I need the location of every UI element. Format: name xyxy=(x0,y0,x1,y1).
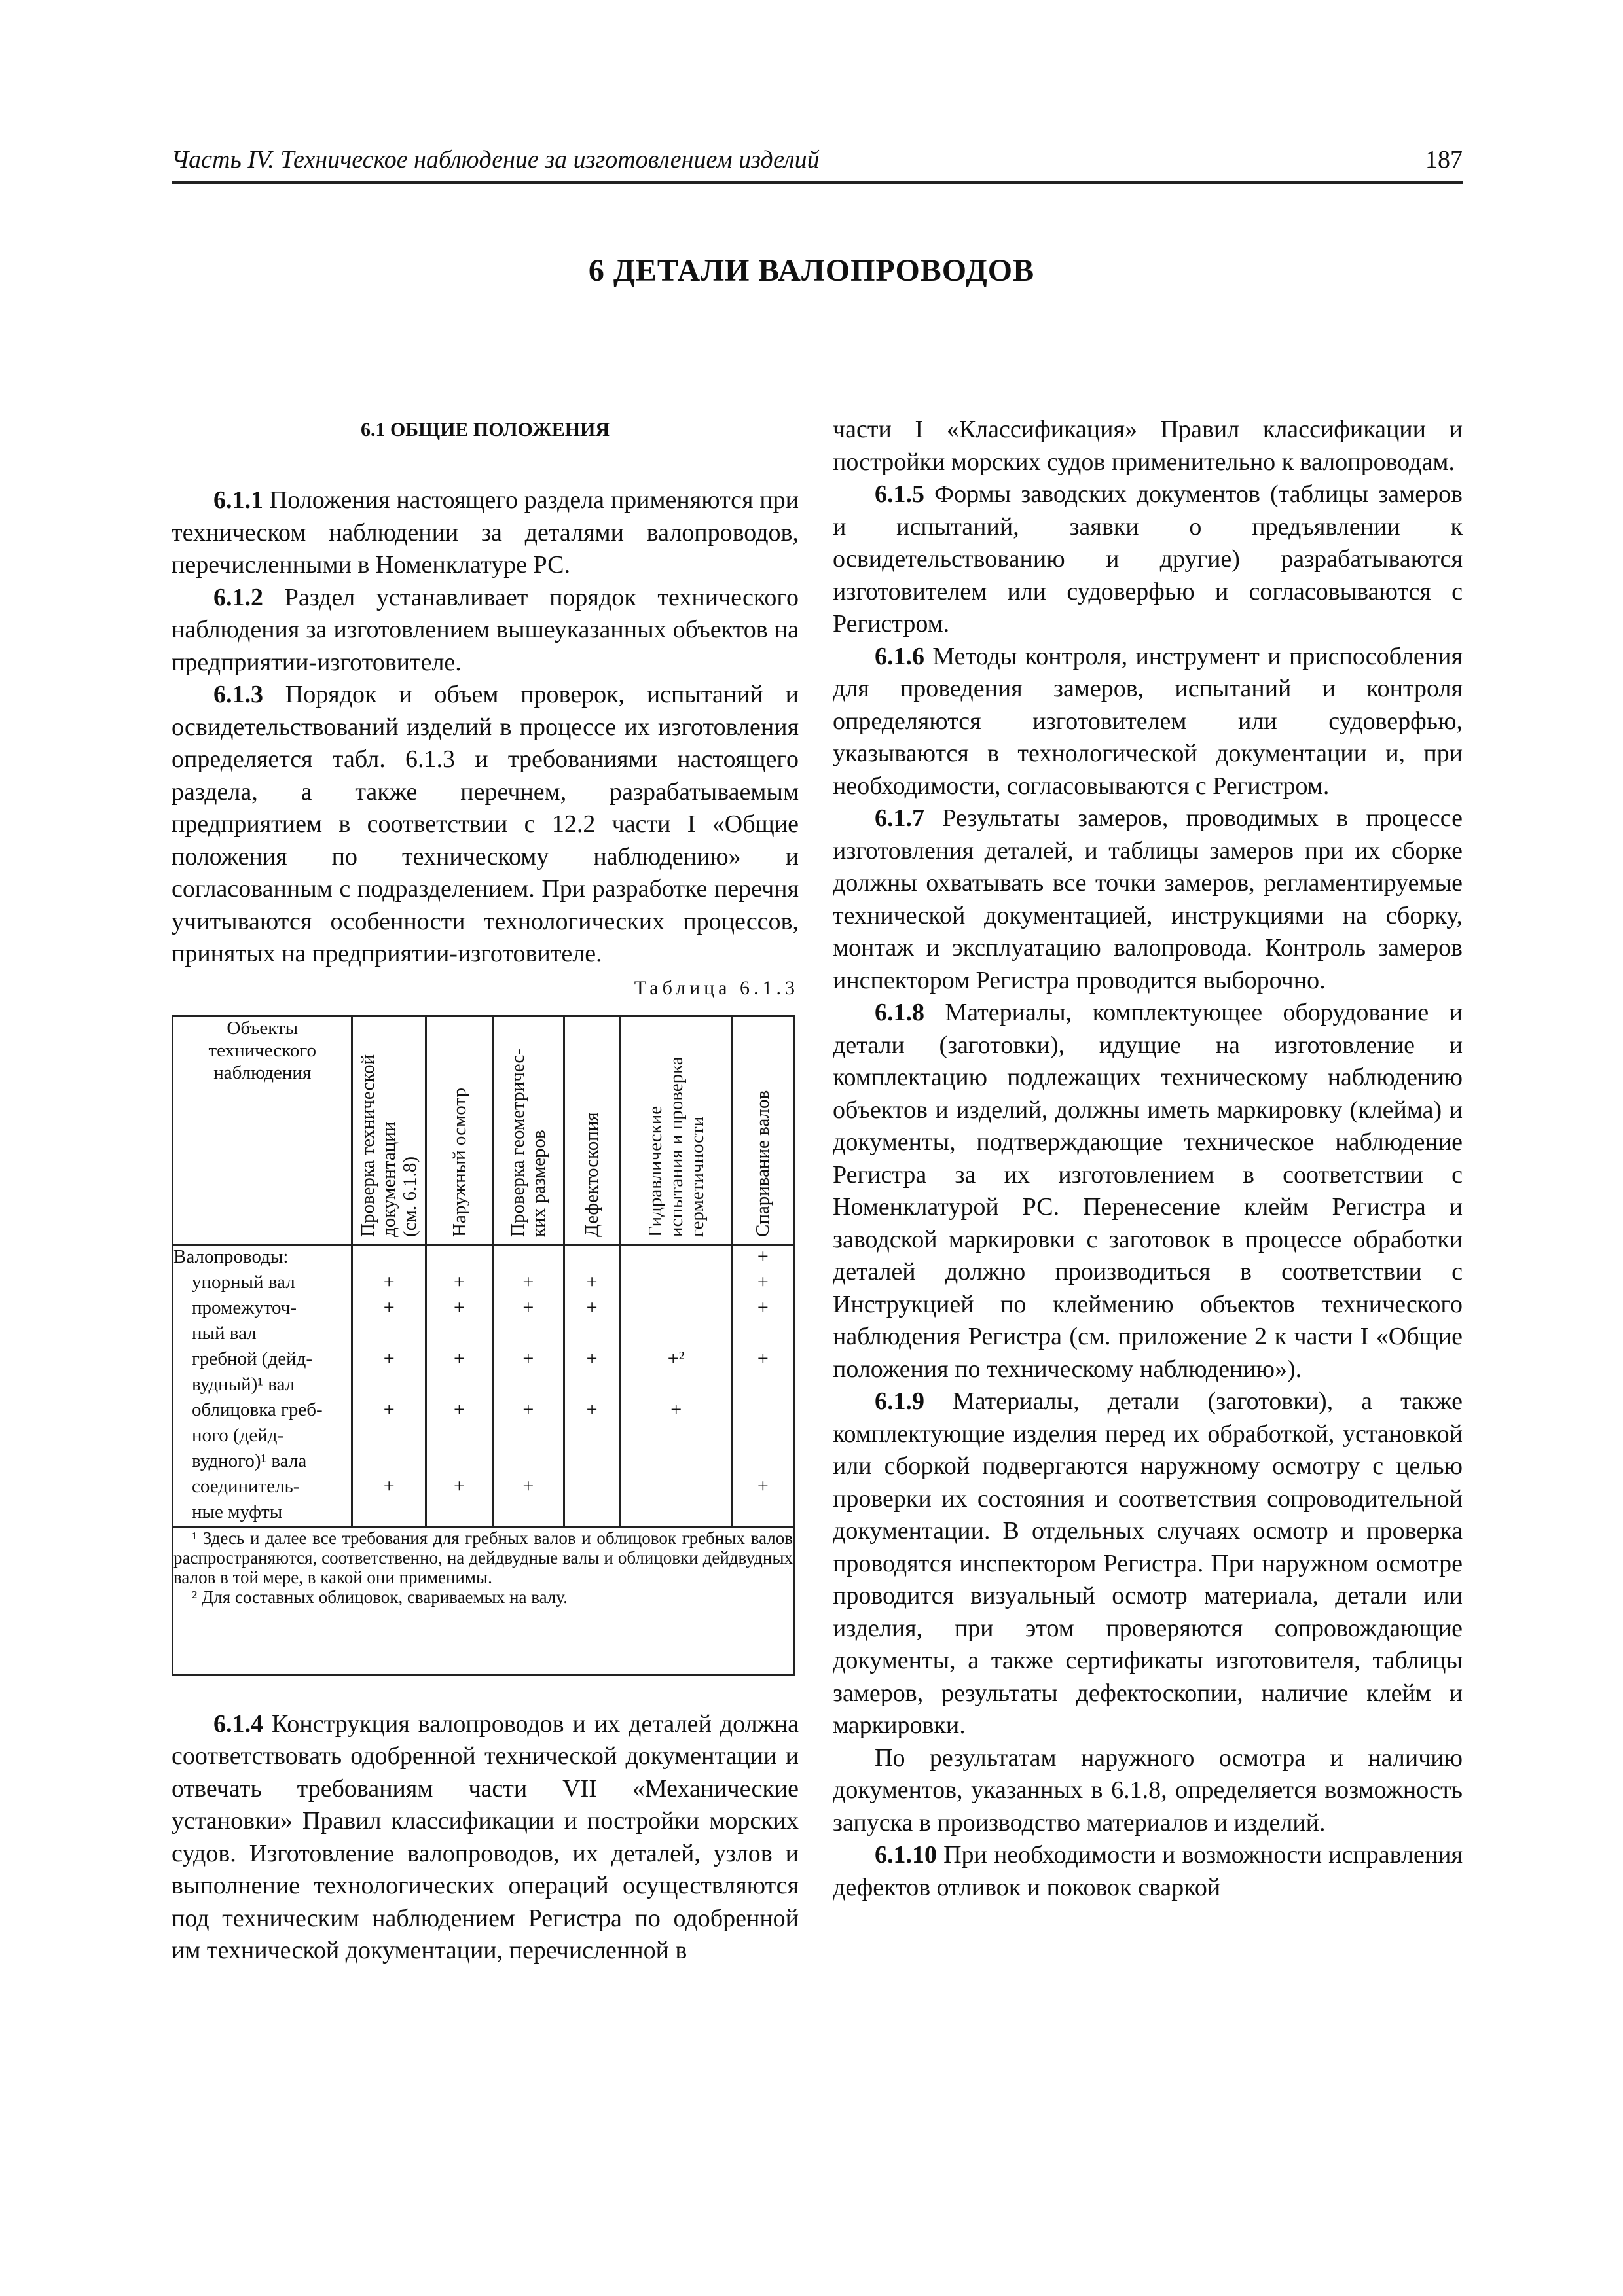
clause-number: 6.1.6 xyxy=(875,642,924,670)
table-footnote-row xyxy=(173,1527,794,1674)
table-mark xyxy=(494,1450,562,1475)
object-name-line: ный вал xyxy=(192,1322,257,1344)
table-mark xyxy=(733,1501,793,1526)
table-mark xyxy=(427,1450,492,1475)
table-mark xyxy=(621,1297,731,1322)
clause-number: 6.1.8 xyxy=(875,999,924,1026)
marks-column xyxy=(620,1244,732,1527)
paragraph-text: При необходимости и возможности исправления дефектов отливок и поковок сваркой xyxy=(833,1841,1463,1901)
paragraph-6-1-8 xyxy=(833,997,1463,1386)
left-column xyxy=(172,414,799,1967)
table-mark: + xyxy=(522,1347,534,1369)
table-mark: + xyxy=(586,1398,598,1420)
table-mark xyxy=(565,1246,619,1271)
table-mark xyxy=(494,1424,562,1450)
table-mark xyxy=(733,1424,793,1450)
table-mark: + xyxy=(586,1296,598,1318)
table-mark: + xyxy=(383,1270,395,1293)
table-mark xyxy=(494,1322,562,1348)
column-header xyxy=(493,1016,564,1244)
table-mark xyxy=(565,1450,619,1475)
table-mark: + xyxy=(670,1398,682,1420)
table-mark xyxy=(621,1373,731,1399)
objects-header: Объекты технического наблюдения xyxy=(173,1016,352,1244)
table-header-row xyxy=(173,1016,794,1244)
object-name-line: промежуточ- xyxy=(192,1297,297,1318)
object-name-line: вудный)¹ вал xyxy=(192,1373,295,1395)
table-mark: + xyxy=(383,1347,395,1369)
running-header xyxy=(172,145,1463,184)
table-mark xyxy=(621,1501,731,1526)
table-mark xyxy=(353,1501,424,1526)
table-mark: + xyxy=(454,1270,465,1293)
table-mark xyxy=(353,1246,424,1271)
table-mark xyxy=(353,1373,424,1399)
right-column xyxy=(833,414,1463,1904)
paragraph-6-1-2 xyxy=(172,582,799,679)
clause-number: 6.1.3 xyxy=(213,681,263,708)
table-mark xyxy=(494,1501,562,1526)
table-mark xyxy=(427,1373,492,1399)
table-mark xyxy=(565,1373,619,1399)
table-body-row xyxy=(173,1244,794,1527)
table-mark: + xyxy=(586,1270,598,1293)
section-heading: 6.1 ОБЩИЕ ПОЛОЖЕНИЯ xyxy=(360,419,610,440)
table-mark xyxy=(353,1450,424,1475)
object-name-line: гребной (дейд- xyxy=(192,1348,313,1369)
table-mark: + xyxy=(757,1270,769,1293)
paragraph-6-1-4-continued: части I «Классификация» Правил классификации и постройки морских судов применительно к валопроводам. xyxy=(833,416,1463,476)
table-mark: + xyxy=(757,1475,769,1497)
marks-column xyxy=(493,1244,564,1527)
table-mark: + xyxy=(522,1296,534,1318)
table-mark: + xyxy=(383,1398,395,1420)
table-caption: Таблица 6.1.3 xyxy=(634,977,799,999)
marks-column xyxy=(352,1244,426,1527)
table-mark: + xyxy=(454,1475,465,1497)
table-mark xyxy=(353,1322,424,1348)
clause-number: 6.1.1 xyxy=(213,486,263,514)
table-mark xyxy=(427,1424,492,1450)
column-header-text: Наружный осмотр xyxy=(448,1087,470,1237)
table-mark: + xyxy=(522,1475,534,1497)
table-mark xyxy=(427,1501,492,1526)
marks-column xyxy=(732,1244,793,1527)
column-header-text: Проверка геометричес- ких размеров xyxy=(507,1048,549,1237)
paragraph-6-1-7 xyxy=(833,802,1463,997)
table-mark xyxy=(621,1246,731,1271)
table-mark: + xyxy=(522,1398,534,1420)
column-header xyxy=(732,1016,793,1244)
object-name-line: облицовка греб- xyxy=(192,1399,323,1420)
table-mark: + xyxy=(454,1398,465,1420)
table-mark xyxy=(565,1475,619,1501)
paragraph-6-1-3 xyxy=(172,679,799,971)
table-mark xyxy=(733,1399,793,1424)
clause-number: 6.1.2 xyxy=(213,583,263,611)
paragraph-text: Конструкция валопроводов и их деталей должна соответствовать одобренной технической документации и отвечать требованиям части VII «Механические установки» Правил классификации и постройки морских судов. Изготовление валопроводов, их деталей, узлов и выполнение технологических операций осуществляются под техническим наблюдением Регистра по одобренной им технической документации, перечисленной в xyxy=(172,1710,799,1964)
table-mark xyxy=(353,1424,424,1450)
object-name-line: Валопроводы: xyxy=(173,1246,289,1267)
inspection-table xyxy=(172,1015,795,1676)
paragraph-text: Материалы, комплектующее оборудование и детали (заготовки), идущие на изготовление и комплектацию подлежащих техническому наблюдению объектов и изделий, должны иметь маркировку (клейма) и документы, подтверждающие техническое наблюдение Регистра за их изготовлением в соответствии с Номенклатурой РС. Перенесение клейм Регистра и заводской маркировки с заготовок в процессе обработки деталей должно производиться в соответствии с Инструкцией по клеймению объектов технического наблюдения Регистра (см. приложение 2 к части I «Общие положения по техническому наблюдению»). xyxy=(833,999,1463,1383)
table-mark xyxy=(733,1450,793,1475)
paragraph-text: Порядок и объем проверок, испытаний и освидетельствований изделий в процессе их изготовления определяется табл. 6.1.3 и требованиями настоящего раздела, а также перечнем, разрабатываемым предприятием в соответствии с 12.2 части I «Общие положения по техническому наблюдению» и согласованным с подразделением. При разработке перечня учитываются особенности технологических процессов, принятых на предприятии-изготовителе. xyxy=(172,681,799,967)
table-mark xyxy=(494,1246,562,1271)
table-mark xyxy=(427,1322,492,1348)
page-number: 187 xyxy=(1425,146,1463,173)
table-mark: + xyxy=(757,1296,769,1318)
table-mark xyxy=(494,1373,562,1399)
chapter-title: 6 ДЕТАЛИ ВАЛОПРОВОДОВ xyxy=(588,253,1035,288)
table-mark: + xyxy=(757,1245,769,1267)
object-name-line: ного (дейд- xyxy=(192,1424,284,1446)
paragraph-6-1-9 xyxy=(833,1386,1463,1742)
table-mark xyxy=(621,1322,731,1348)
object-name-line: соединитель- xyxy=(192,1475,300,1497)
column-header-text: Спаривание валов xyxy=(752,1090,774,1237)
paragraph-text: Положения настоящего раздела применяются при техническом наблюдении за деталями валопроводов, перечисленными в Номенклатуре РС. xyxy=(172,486,799,579)
table-mark: + xyxy=(586,1347,598,1369)
table-mark xyxy=(565,1501,619,1526)
paragraph-6-1-9-b: По результатам наружного осмотра и наличию документов, указанных в 6.1.8, определяется возможность запуска в производство материалов и изделий. xyxy=(833,1744,1463,1837)
clause-number: 6.1.4 xyxy=(213,1710,263,1738)
marks-column xyxy=(564,1244,620,1527)
table-mark xyxy=(427,1246,492,1271)
paragraph-6-1-4 xyxy=(172,1708,799,1967)
column-header xyxy=(352,1016,426,1244)
table-mark xyxy=(621,1450,731,1475)
paragraph-text: Методы контроля, инструмент и приспособления для проведения замеров, испытаний и контроля определяются изготовителем или судоверфью, указываются в технологической документации и, при необходимости, согласовываются с Регистром. xyxy=(833,642,1463,800)
objects-cell xyxy=(173,1244,352,1527)
marks-column xyxy=(426,1244,492,1527)
table-mark xyxy=(565,1322,619,1348)
column-header xyxy=(564,1016,620,1244)
object-name-line: ные муфты xyxy=(192,1501,283,1522)
clause-number: 6.1.5 xyxy=(875,480,924,508)
column-header xyxy=(620,1016,732,1244)
footnote-2: ² Для составных облицовок, свариваемых на валу. xyxy=(192,1587,568,1607)
table-mark: +² xyxy=(667,1347,685,1369)
paragraph-6-1-1 xyxy=(172,484,799,582)
column-header-text: Дефектоскопия xyxy=(581,1111,603,1237)
table-mark xyxy=(621,1424,731,1450)
paragraph-6-1-5 xyxy=(833,478,1463,641)
table-footnotes xyxy=(173,1527,794,1674)
column-header-text: Проверка технической документации (см. 6.1.8) xyxy=(357,1054,421,1237)
table-mark xyxy=(733,1373,793,1399)
table-mark xyxy=(621,1271,731,1297)
clause-number: 6.1.9 xyxy=(875,1388,924,1415)
column-header-text: Гидравлические испытания и проверка герметичности xyxy=(644,1056,708,1237)
footnote-1: ¹ Здесь и далее все требования для гребных валов и облицовок гребных валов распространяются, соответственно, на дейдвудные валы и облицовки дейдвудных валов в той мере, в какой они применимы. xyxy=(173,1528,793,1587)
paragraph-6-1-6 xyxy=(833,641,1463,803)
table-mark: + xyxy=(454,1347,465,1369)
table-mark xyxy=(565,1424,619,1450)
paragraph-text: Раздел устанавливает порядок технического наблюдения за изготовлением вышеуказанных объектов на предприятии-изготовителе. xyxy=(172,583,799,676)
table-mark: + xyxy=(383,1475,395,1497)
paragraph-text: Результаты замеров, проводимых в процессе изготовления деталей, и таблицы замеров при их сборке должны охватывать все точки замеров, регламентируемые технической документацией, инструкциями на сборку, монтаж и эксплуатацию валопровода. Контроль замеров инспектором Регистра проводится выборочно. xyxy=(833,804,1463,994)
table-mark: + xyxy=(454,1296,465,1318)
object-name-line: вудного)¹ вала xyxy=(192,1450,307,1471)
clause-number: 6.1.7 xyxy=(875,804,924,832)
column-header xyxy=(426,1016,492,1244)
table-mark: + xyxy=(522,1270,534,1293)
paragraph-text: Материалы, детали (заготовки), а также комплектующие изделия перед их обработкой, установкой или сборкой подвергаются наружному осмотру с целью проверки их состояния и соответствия сопроводительной документации. В отдельных случаях осмотр и проверка проводятся инспектором Регистра. При наружном осмотре проводится визуальный осмотр материала, детали или изделия, при этом проверяются сопровождающие документы, а также сертификаты изготовителя, таблицы замеров, результаты дефектоскопии, наличие клейм и маркировки. xyxy=(833,1388,1463,1739)
table-mark: + xyxy=(383,1296,395,1318)
table-mark xyxy=(621,1475,731,1501)
paragraph-6-1-10 xyxy=(833,1839,1463,1904)
table-mark xyxy=(733,1322,793,1348)
object-name-line: упорный вал xyxy=(192,1271,295,1293)
clause-number: 6.1.10 xyxy=(875,1841,937,1869)
running-title: Часть IV. Техническое наблюдение за изготовлением изделий xyxy=(172,146,820,173)
table-mark: + xyxy=(757,1347,769,1369)
paragraph-text: Формы заводских документов (таблицы замеров и испытаний, заявки о предъявлении к освидетельствованию и другие) разрабатываются изготовителем или судоверфью и согласовываются с Регистром. xyxy=(833,480,1463,637)
